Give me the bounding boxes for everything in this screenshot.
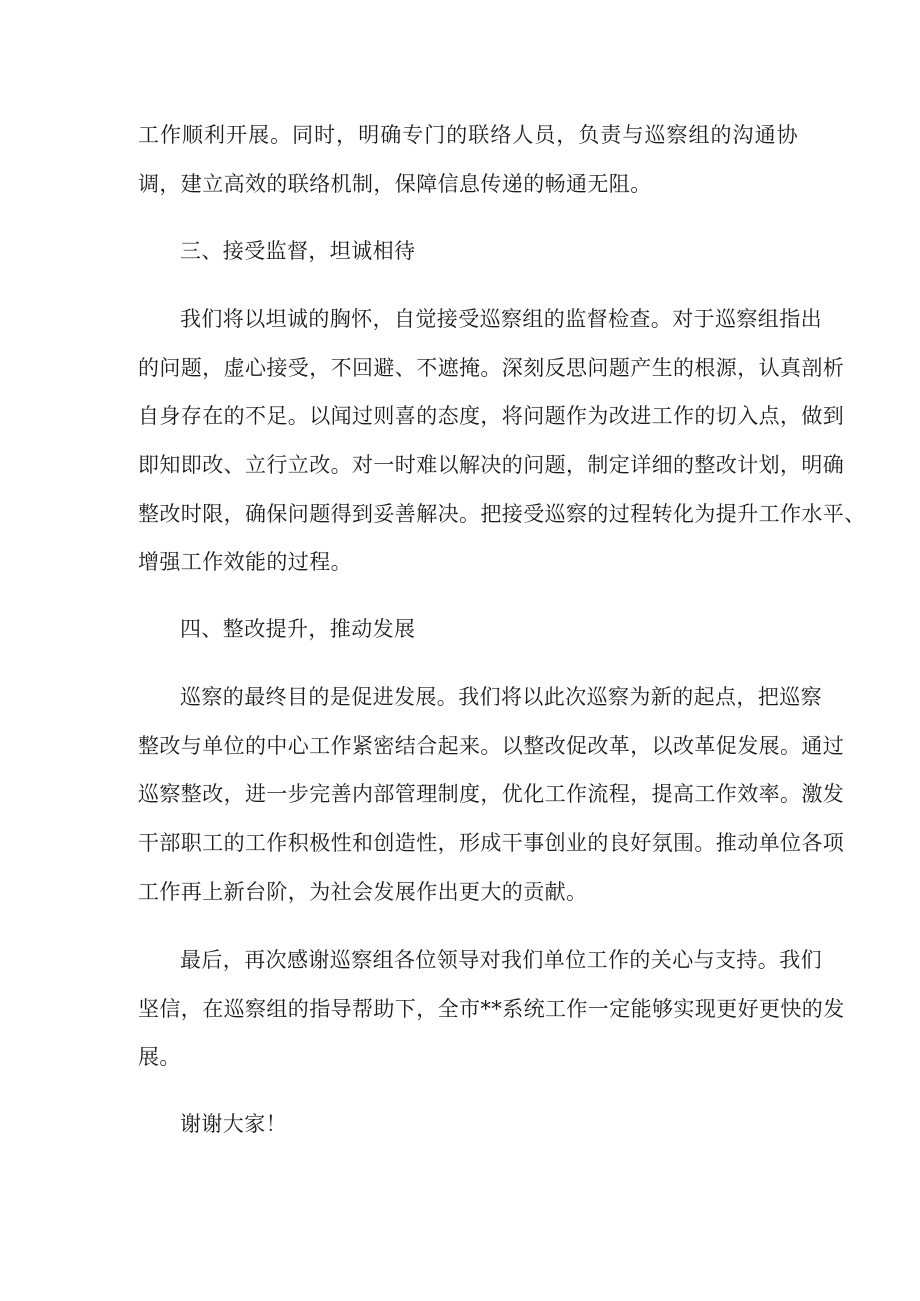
paragraph-line: 巡察的最终目的是促进发展。我们将以此次巡察为新的起点，把巡察 bbox=[180, 685, 822, 709]
paragraph-line: 增强工作效能的过程。 bbox=[138, 550, 352, 574]
paragraph-line: 工作顺利开展。同时，明确专门的联络人员，负责与巡察组的沟通协 bbox=[138, 123, 798, 147]
section-heading: 三、接受监督，坦诚相待 bbox=[180, 239, 416, 263]
paragraph-line: 坚信，在巡察组的指导帮助下，全市**系统工作一定能够实现更好更快的发 bbox=[138, 997, 845, 1021]
paragraph-line: 自身存在的不足。以闻过则喜的态度，将问题作为改进工作的切入点，做到 bbox=[138, 404, 845, 428]
closing-thanks: 谢谢大家！ bbox=[180, 1112, 287, 1136]
paragraph-line: 我们将以坦诚的胸怀，自觉接受巡察组的监督检查。对于巡察组指出 bbox=[180, 307, 822, 331]
paragraph-line: 即知即改、立行立改。对一时难以解决的问题，制定详细的整改计划，明确 bbox=[138, 453, 845, 477]
paragraph-line: 的问题，虚心接受，不回避、不遮掩。深刻反思问题产生的根源，认真剖析 bbox=[138, 356, 845, 380]
paragraph-line: 巡察整改，进一步完善内部管理制度，优化工作流程，提高工作效率。激发 bbox=[138, 782, 845, 806]
section-heading: 四、整改提升，推动发展 bbox=[180, 617, 416, 641]
paragraph-line: 展。 bbox=[138, 1045, 181, 1069]
paragraph-line: 工作再上新台阶，为社会发展作出更大的贡献。 bbox=[138, 880, 588, 904]
paragraph-line: 整改时限，确保问题得到妥善解决。把接受巡察的过程转化为提升工作水平、 bbox=[138, 502, 866, 526]
paragraph-line: 最后，再次感谢巡察组各位领导对我们单位工作的关心与支持。我们 bbox=[180, 948, 822, 972]
paragraph-line: 整改与单位的中心工作紧密结合起来。以整改促改革，以改革促发展。通过 bbox=[138, 734, 845, 758]
paragraph-line: 调，建立高效的联络机制，保障信息传递的畅通无阻。 bbox=[138, 172, 652, 196]
paragraph-line: 干部职工的工作积极性和创造性，形成干事创业的良好氛围。推动单位各项 bbox=[138, 831, 845, 855]
